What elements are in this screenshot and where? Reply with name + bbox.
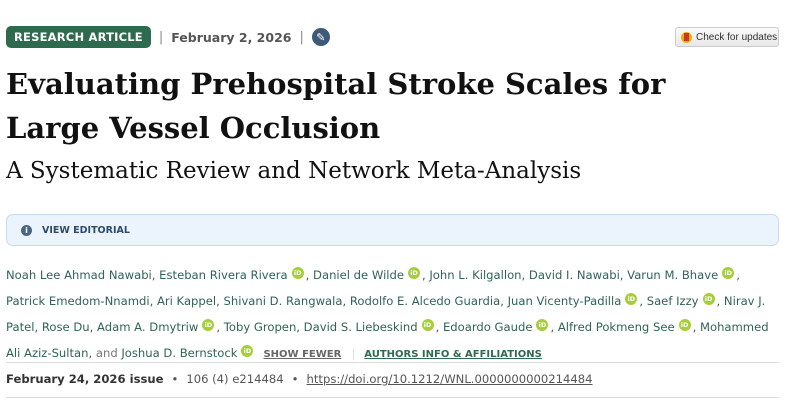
author-link[interactable]: Nirav J. Patel (6, 294, 766, 334)
and-text: and (95, 346, 118, 360)
article-type-badge: RESEARCH ARTICLE (6, 26, 151, 48)
author-link[interactable]: Patrick Emedom-Nnamdi (6, 294, 150, 308)
view-editorial-banner[interactable] (6, 214, 779, 246)
orcid-icon[interactable]: iD (408, 267, 420, 279)
issue-info (6, 372, 593, 386)
orcid-icon[interactable]: iD (679, 319, 691, 331)
orcid-icon[interactable]: iD (703, 293, 715, 305)
info-icon: i (21, 225, 32, 236)
author-link[interactable]: Mohammed Ali Aziz-Sultan (6, 320, 769, 360)
author-link[interactable]: David S. Liebeskind (303, 320, 418, 334)
author-link[interactable]: Varun M. Bhave (627, 268, 719, 282)
check-for-updates-label: Check for updates (696, 31, 778, 43)
separator: | (158, 29, 164, 45)
article-title: Evaluating Prehospital Stroke Scales for Large Vessel Occlusion (6, 67, 666, 145)
show-fewer-link[interactable]: SHOW FEWER (263, 349, 354, 360)
article-subtitle: A Systematic Review and Network Meta-Analysis (6, 158, 582, 184)
doi-link[interactable]: https://doi.org/10.1212/WNL.0000000000214484 (306, 372, 593, 386)
divider (6, 397, 779, 398)
bullet: • (171, 372, 179, 386)
author-link[interactable]: Noah Lee Ahmad Nawabi (6, 268, 152, 282)
pencil-icon[interactable]: ✎ (312, 28, 330, 46)
volume-info: 106 (4) e214484 (186, 372, 284, 386)
author-link[interactable]: Ari Kappel (156, 294, 217, 308)
author-link[interactable]: Esteban Rivera Rivera (159, 268, 288, 282)
orcid-icon[interactable]: iD (722, 267, 734, 279)
author-link[interactable]: Juan Vicenty-Padilla (507, 294, 622, 308)
orcid-icon[interactable]: iD (422, 319, 434, 331)
check-for-updates-button[interactable] (675, 27, 779, 47)
orcid-icon[interactable]: iD (536, 319, 548, 331)
authors-info-link[interactable]: AUTHORS INFO & AFFILIATIONS (364, 349, 542, 360)
orcid-icon[interactable]: iD (292, 267, 304, 279)
publish-date: February 2, 2026 (171, 29, 292, 45)
separator: | (299, 29, 304, 45)
author-link[interactable]: Daniel de Wilde (313, 268, 405, 282)
divider (6, 362, 779, 363)
crossmark-icon (681, 32, 692, 43)
orcid-icon[interactable]: iD (202, 319, 214, 331)
issue-date: February 24, 2026 issue (6, 372, 164, 386)
author-link[interactable]: Rodolfo E. Alcedo Guardia (349, 294, 501, 308)
author-link[interactable]: Saef Izzy (646, 294, 699, 308)
author-link[interactable]: Adam A. Dmytriw (97, 320, 199, 334)
author-link[interactable]: Joshua D. Bernstock (121, 346, 238, 360)
bullet: • (291, 372, 299, 386)
view-editorial-label: VIEW EDITORIAL (42, 224, 130, 236)
author-link[interactable]: Toby Gropen (223, 320, 297, 334)
author-link[interactable]: Edoardo Gaude (442, 320, 533, 334)
author-link[interactable]: Alfred Pokmeng See (557, 320, 675, 334)
orcid-icon[interactable]: iD (241, 345, 253, 357)
author-link[interactable]: David I. Nawabi (528, 268, 620, 282)
author-link[interactable]: John L. Kilgallon (429, 268, 522, 282)
article-meta-bar (6, 26, 330, 48)
author-link[interactable]: Rose Du (41, 320, 90, 334)
orcid-icon[interactable]: iD (625, 293, 637, 305)
author-link[interactable]: Shivani D. Rangwala (223, 294, 343, 308)
author-list: Noah Lee Ahmad Nawabi, Esteban Rivera Rivera iD , Daniel de Wilde iD , John L. Kilgallon, David I. Nawabi, Varun M. Bhave iD , Patrick Emedom-Nnamdi, Ari Kappel, Shivani D. Rangwala, Rodolfo E. Alcedo Guardia, Juan Vicenty-Padilla iD , Saef Izzy iD , Nirav J. Patel, Rose Du, Adam A. Dmytriw iD , Toby Gropen, David S. Liebeskind iD , Edoardo Gaude iD , Alfred Pokmeng See iD , Mohammed Ali Aziz-Sultan, and Joshua D. Bernstock iD SHOW FEWER AUTHORS INFO & AFFILIATIONS (6, 268, 769, 360)
